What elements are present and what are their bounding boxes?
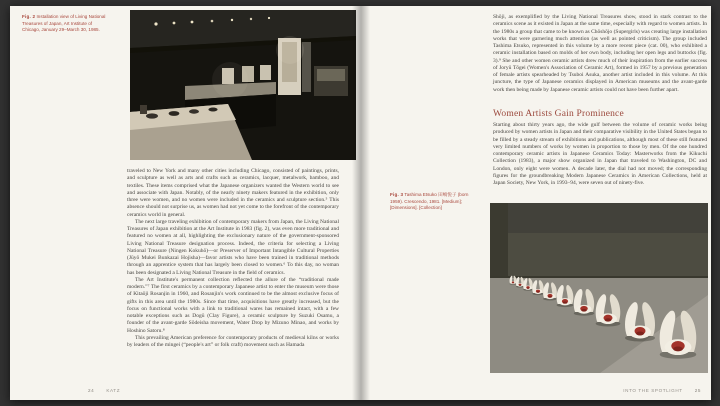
paragraph: Shōji, as exemplified by the Living National Treasures show, stood in stark contrast to the ceramics scene as it existed in Japan at the same time, especially with regard to women artists. In the 1980s a group that came to be known as Chōshōjo (Supergirls) was creating large installation works that were garnering much attention (as well as pointed criticism). The group included Tashima Etsuko, represented in this volume by a more recent piece (cat. 00), who exhibited a ceramic installation based on molds of her own body, including her open legs and buttocks (fig. 3).⁹ She and other women ceramic artists drew much of their inspiration from the earlier success of Joryū Tōgei (Women's Association of Ceramic Art), formed in 1957 by a previous generation of female artists spearheaded by Tsuboi Asuka, another artist included in this volume. At this juncture, the type of Japanese ceramics displayed in American museums and the avant-garde work then being made by Japanese ceramic artists could not have been further apart. [493, 14, 707, 93]
left-page-body [127, 168, 339, 349]
page-gutter-shadow [352, 6, 370, 400]
right-page-footer [623, 388, 701, 393]
fig2-caption-text: Installation view of Living National Treasures of Japan, Art Institute of Chicago, January 29–March 30, 1985. [22, 14, 106, 33]
gallery-installation-image [130, 10, 356, 160]
open-book-spread [10, 6, 711, 400]
left-page-number: 24 [88, 388, 95, 393]
section-heading: Women Artists Gain Prominence [493, 109, 624, 119]
fig3-caption-label: Fig. 3 [390, 192, 404, 197]
right-page-number: 25 [694, 388, 701, 393]
paragraph: The next large traveling exhibition of contemporary makers from Japan, the Living National Treasures of Japan exhibition at the Art Institute in 1983 (fig. 2), was even more traditional and featured no women at all, highlighting the exclusionary nature of the government-sponsored Living National Treasure designation process. Indeed, the criteria for selecting a Living National Treasure (Ningen Kokuhō)—or Preserver of Important Intangible Cultural Properties (Jūyō Mukei Bunkazai Hojisha)—favor artists who have been trained in traditional methods through an apprentice system that has largely been closed to women.⁶ To this day, no woman has been designated a Living National Treasure in the field of ceramics. [127, 218, 339, 276]
paragraph: traveled to New York and many other cities including Chicago, consisted of paintings, prints, and sculpture as well as arts and crafts such as ceramics, lacquer, metalwork, bamboo, and textiles. These items comprised what the Japanese organizers wanted the Western world to see and associate with Japan. Notably, of the nearly ninety makers featured in the exhibition, only three were women, and no women were included in the ceramics and sculpture section.⁵ This absence should not surprise us, as women had not yet come to the forefront of the contemporary ceramics world in general. [127, 168, 339, 218]
fig2-caption-label: Fig. 2 [22, 14, 36, 19]
fig2-caption [22, 14, 110, 34]
fig3-photo [490, 203, 708, 373]
paragraph: The Art Institute's permanent collection reflected the allure of the “traditional made modern.”⁷ The first ceramics by a contemporary Japanese artist to enter the museum were those of Kitaōji Rosanjin in 1960, and Rosanjin's work continued to be the almost exclusive focus of gifts in this area until the 1980s. Since that time, acquisitions have greatly increased, but the focus on functional works with a link to traditional wares has remained intact, with a few notable exceptions such as Dogū (Clay Figure), a ceramic sculpture by Suzuki Osamu, a founder of the avant-garde Sōdeisha movement, Water Drop by Mizuno Minao, and works by Hoshino Satoru.⁸ [127, 276, 339, 334]
right-running-head: INTO THE SPOTLIGHT [623, 388, 683, 393]
fig3-caption [390, 192, 482, 212]
right-page-section-body [493, 122, 707, 187]
left-running-head: KATZ [106, 388, 121, 393]
right-page-intro [493, 14, 707, 94]
right-page [361, 6, 711, 400]
left-page-footer [88, 388, 120, 393]
left-page [10, 6, 361, 400]
fig3-caption-text: Tashima Etsuko 田嶋悦子 (born 1959). Crescendo, 1981. [Medium]; [Dimensions]. [Collection] [390, 192, 469, 211]
fig2-photo [130, 10, 356, 160]
paragraph: This prevailing American preference for contemporary products of medieval kilns or works by leaders of the mingei (“people's art” or folk craft) movement such as Hamada [127, 334, 339, 348]
crescendo-installation-image [490, 203, 708, 373]
paragraph: Starting about thirty years ago, the wide gulf between the volume of ceramic works being produced by women artists in Japan and their comparative visibility in the United States began to be filled by a steady stream of exhibitions and publications, although most of these still featured very limited numbers of works by women in proportion to those by men. Of the one hundred contemporary ceramic artists in Japanese Ceramics Today: Masterworks from the Kikuchi Collection (1983), a major show organized in Japan that traveled to Washington, DC and London, only eight were women. A decade later, the dial had not moved; the corresponding figures for the groundbreaking Modern Japanese Ceramics in American Collections, held at Japan Society, New York, in 1993–94, were seven out of ninety-five. [493, 122, 707, 186]
